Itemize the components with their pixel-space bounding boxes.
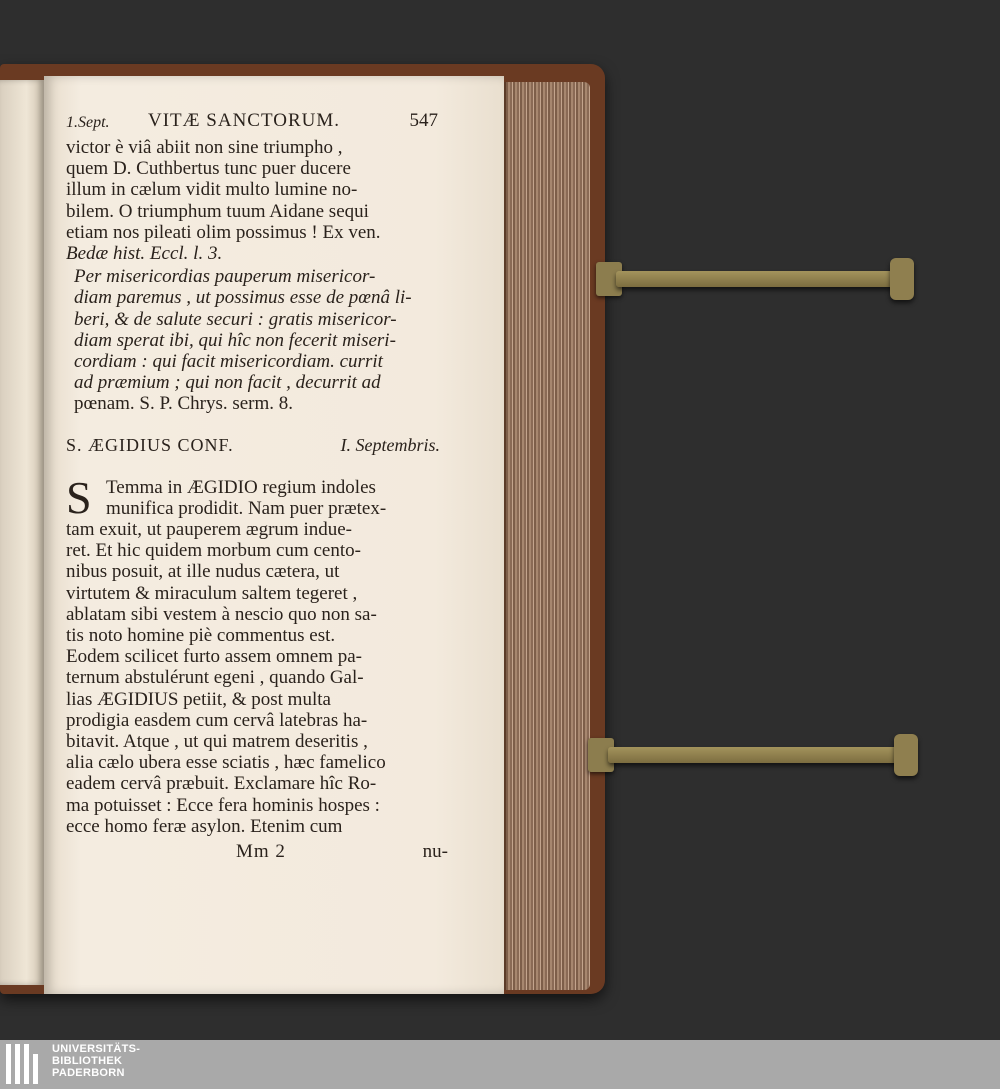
text-line: tam exuit, ut pauperem ægrum indue- [66, 519, 352, 541]
text-line: diam sperat ibi, qui hîc non fecerit miseri- [74, 329, 396, 351]
text-line: Bedæ hist. Eccl. l. 3. [66, 243, 223, 265]
text-line: ecce homo feræ asylon. Etenim cum [66, 815, 343, 837]
text-line: ret. Et hic quidem morbum cum cento- [66, 540, 361, 562]
library-logo-icon [6, 1044, 46, 1084]
running-header [66, 110, 448, 136]
text-line: prodigia easdem cum cervâ latebras ha- [66, 709, 368, 731]
section-date: I. Septembris. [340, 434, 440, 455]
header-title: VITÆ SANCTORUM. [148, 110, 341, 131]
library-name-line: PADERBORN [52, 1067, 125, 1079]
library-footer-bar [0, 1040, 1000, 1089]
text-line: virtutem & miraculum saltem tegeret , [66, 582, 358, 604]
text-line: beri, & de salute securi : gratis misericor- [74, 308, 397, 330]
text-line: etiam nos pileati olim possimus ! Ex ven. [66, 221, 381, 243]
paragraph-aidan [66, 137, 448, 264]
signature-mark: Mm 2 [236, 841, 286, 863]
text-line: cordiam : qui facit misericordiam. currit [74, 351, 383, 373]
paragraph-chrysostom-quote [66, 266, 448, 414]
text-line: ternum abstulérunt egeni , quando Gal- [66, 667, 364, 689]
page-fore-edge [504, 82, 590, 990]
text-line: nibus posuit, at ille nudus cætera, ut [66, 561, 340, 583]
page-text [66, 110, 448, 865]
text-line: alia cælo ubera esse sciatis , hæc famelico [66, 752, 386, 774]
left-page-edge [0, 80, 44, 985]
text-line: munifica prodidit. Nam puer prætex- [106, 497, 387, 519]
upper-clasp [596, 262, 914, 296]
section-title: S. ÆGIDIUS CONF. [66, 434, 234, 455]
text-line: bilem. O triumphum tuum Aidane sequi [66, 200, 369, 222]
header-date: 1.Sept. [66, 114, 110, 131]
text-line: illum in cælum vidit multo lumine no- [66, 179, 358, 201]
text-line: victor è viâ abiit non sine triumpho , [66, 137, 343, 158]
text-line: lias ÆGIDIUS petiit, & post multa [66, 688, 331, 710]
library-name-line: BIBLIOTHEK [52, 1055, 123, 1067]
text-line: Temma in ÆGIDIO regium indoles [106, 476, 376, 498]
text-line: tis noto homine piè commentus est. [66, 625, 336, 647]
text-line: ma potuisset : Ecce fera hominis hospes : [66, 794, 380, 816]
text-line: bitavit. Atque , ut qui matrem deseritis , [66, 731, 368, 753]
text-line: eadem cervâ præbuit. Exclamare hîc Ro- [66, 773, 377, 795]
text-line: Per misericordias pauperum misericor- [74, 266, 376, 288]
paragraph-aegidius [66, 471, 448, 837]
drop-cap: S [66, 471, 92, 523]
library-name-line: UNIVERSITÄTS- [52, 1043, 141, 1055]
text-line: quem D. Cuthbertus tunc puer ducere [66, 158, 351, 180]
page-number: 547 [409, 110, 438, 131]
text-line: Eodem scilicet furto assem omnem pa- [66, 646, 362, 668]
page-footer-line [66, 841, 448, 865]
section-heading [66, 433, 448, 463]
text-line: pœnam. S. P. Chrys. serm. 8. [74, 393, 294, 415]
text-line: diam paremus , ut possimus esse de pœnâ li- [74, 287, 412, 309]
catchword: nu- [422, 841, 448, 863]
text-line: ablatam sibi vestem à nescio quo non sa- [66, 603, 377, 625]
lower-clasp [588, 738, 918, 772]
text-line: ad præmium ; qui non facit , decurrit ad [74, 372, 381, 394]
